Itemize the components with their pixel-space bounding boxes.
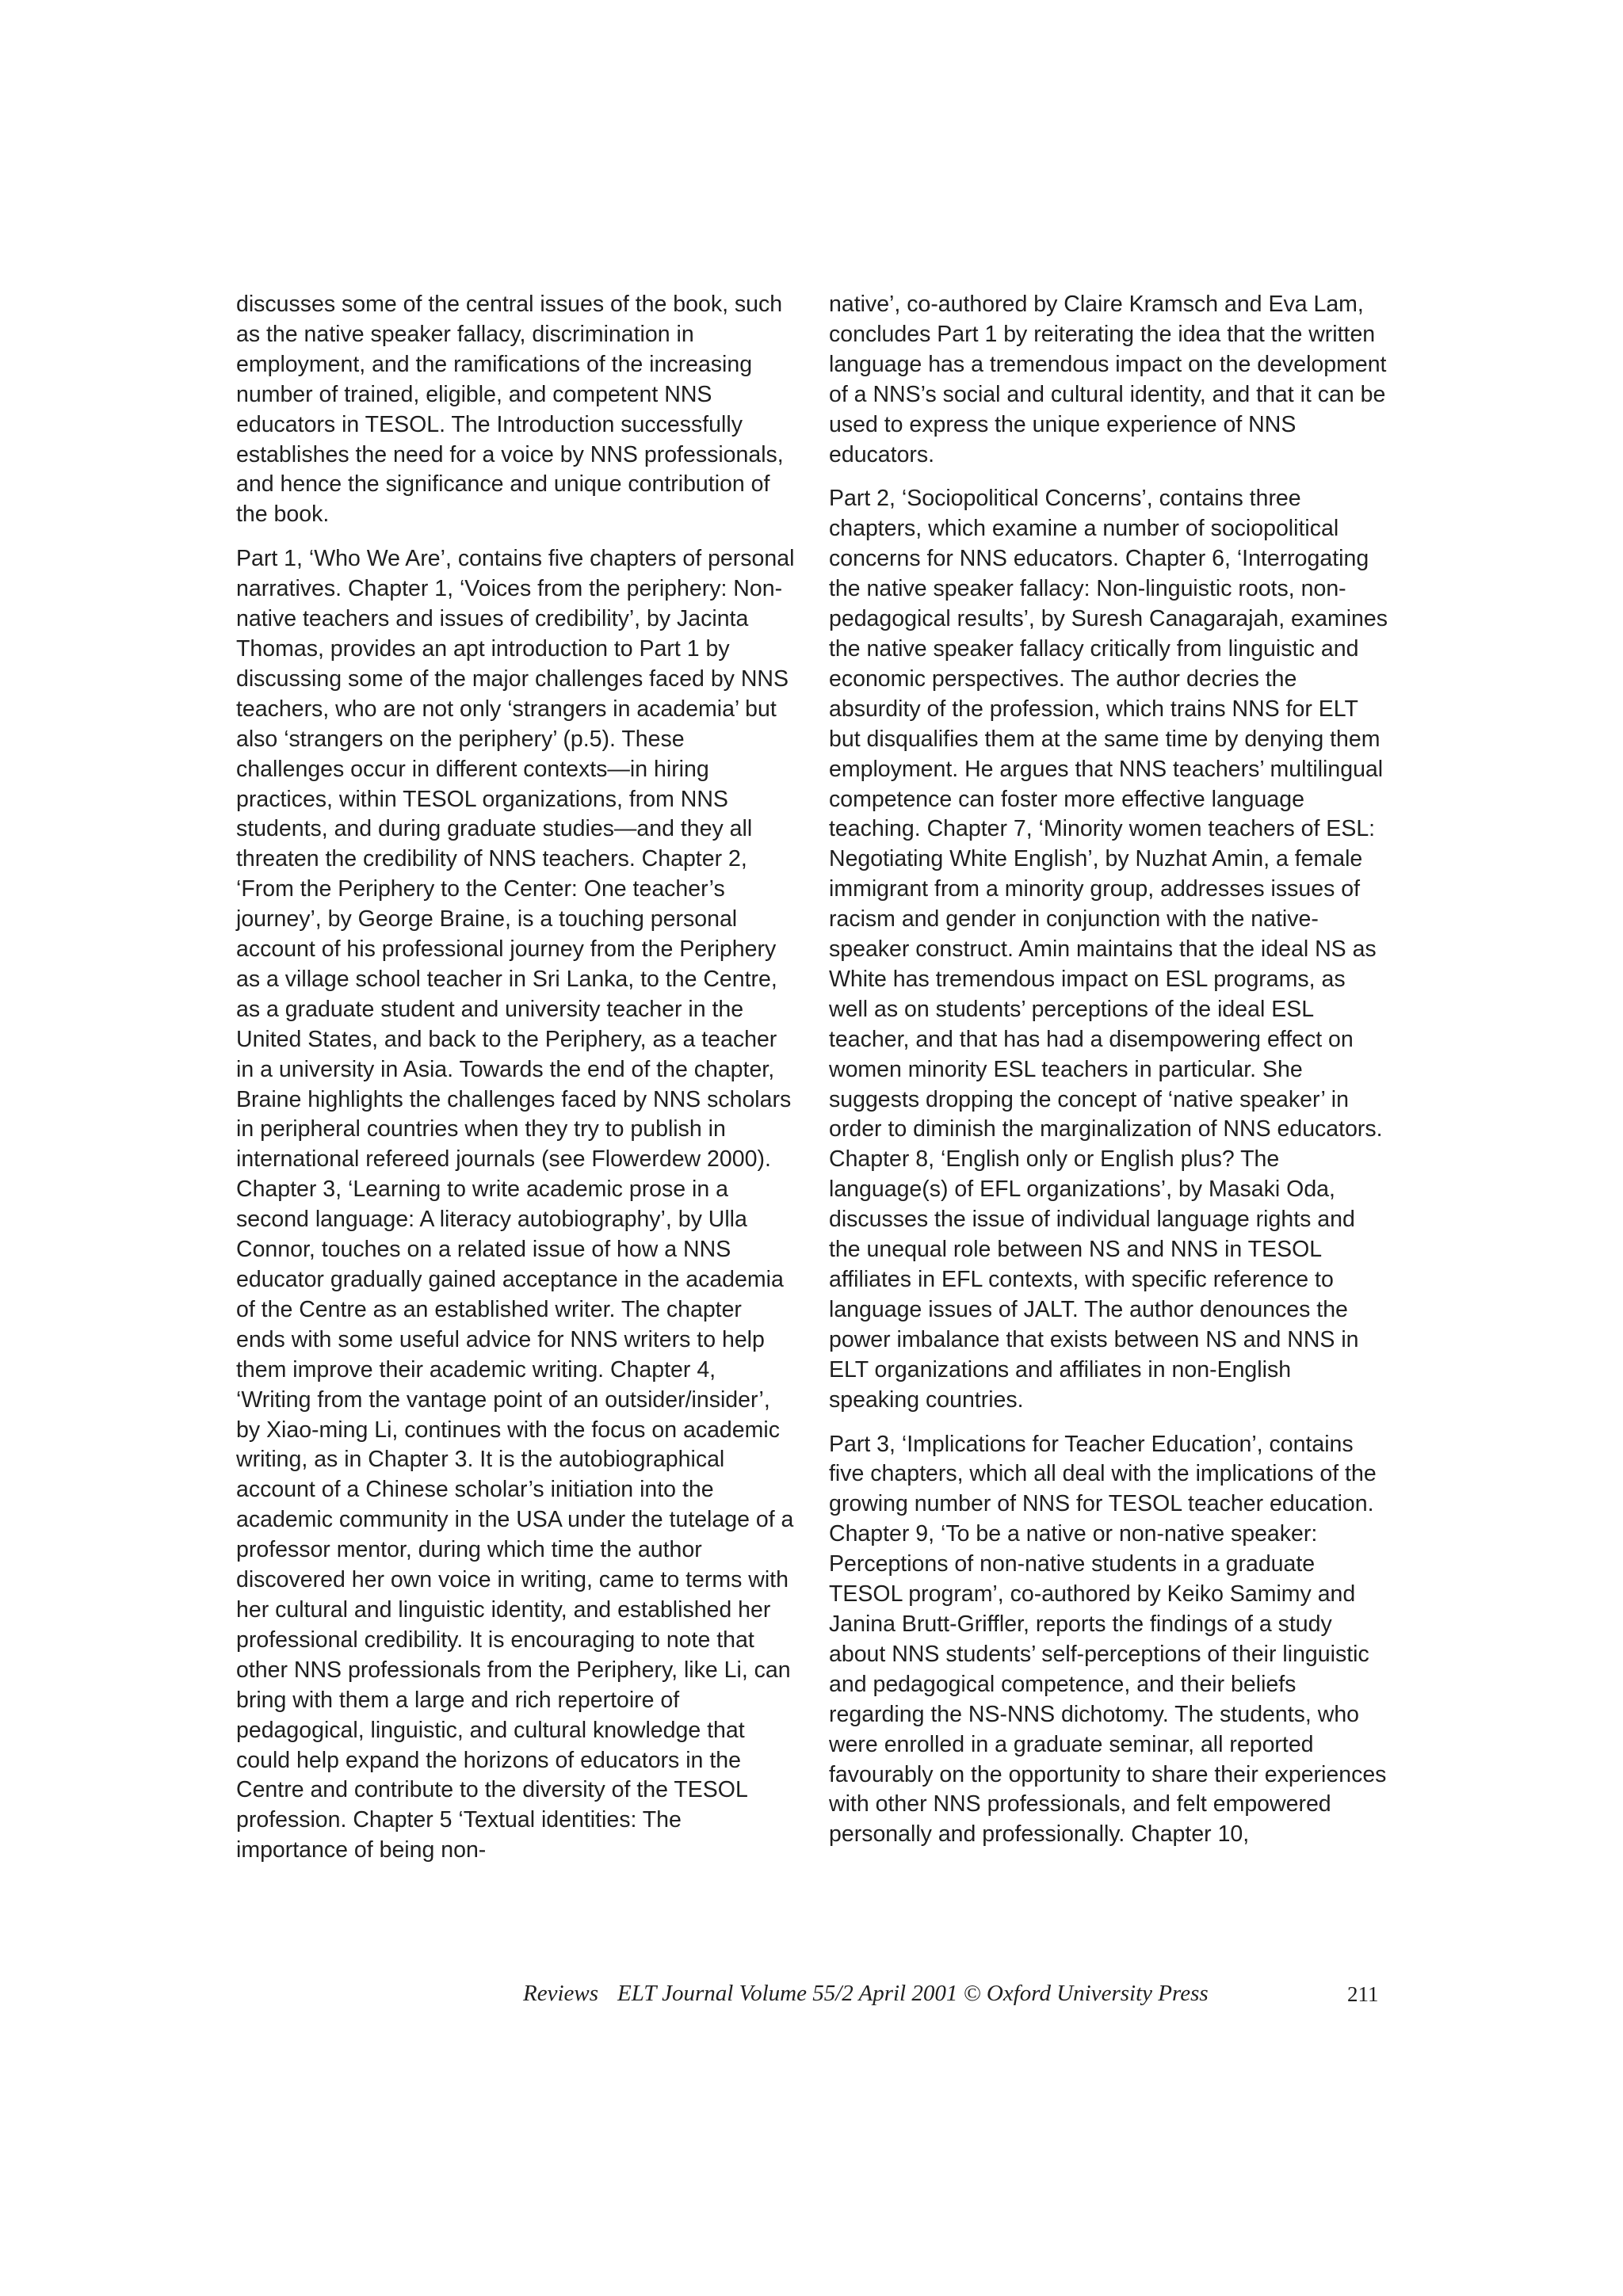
right-column bbox=[829, 290, 1388, 1864]
footer-journal: ELT Journal Volume 55/2 April 2001 © Oxford University Press bbox=[617, 1981, 1209, 2006]
page-number: 211 bbox=[1347, 1982, 1379, 2006]
paragraph: Part 1, ‘Who We Are’, contains five chapters of personal narratives. Chapter 1, ‘Voices from the periphery: Non-native teachers and issues of credibility’, by Jacinta Thomas, provides an apt introduction to Part 1 by discussing some of the major challenges faced by NNS teachers, who are not only ‘strangers in academia’ but also ‘strangers on the periphery’ (p.5). These challenges occur in different contexts—in hiring practices, within TESOL organizations, from NNS students, and during graduate studies—and they all threaten the credibility of NNS teachers. Chapter 2, ‘From the Periphery to the Center: One teacher’s journey’, by George Braine, is a touching personal account of his professional journey from the Periphery as a village school teacher in Sri Lanka, to the Centre, as a graduate student and university teacher in the United States, and back to the Periphery, as a teacher in a university in Asia. Towards the end of the chapter, Braine highlights the challenges faced by NNS scholars in peripheral countries when they try to publish in international refereed journals (see Flowerdew 2000). Chapter 3, ‘Learning to write academic prose in a second language: A literacy autobiography’, by Ulla Connor, touches on a related issue of how a NNS educator gradually gained acceptance in the academia of the Centre as an established writer. The chapter ends with some useful advice for NNS writers to help them improve their academic writing. Chapter 4, ‘Writing from the vantage point of an outsider/insider’, by Xiao-ming Li, continues with the focus on academic writing, as in Chapter 3. It is the autobiographical account of a Chinese scholar’s initiation into the academic community in the USA under the tutelage of a professor mentor, during which time the author discovered her own voice in writing, came to terms with her cultural and linguistic identity, and established her professional credibility. It is encouraging to note that other NNS professionals from the Periphery, like Li, can bring with them a large and rich repertoire of pedagogical, linguistic, and cultural knowledge that could help expand the horizons of educators in the Centre and contribute to the diversity of the TESOL profession. Chapter 5 ‘Textual identities: The importance of being non- bbox=[236, 546, 795, 1863]
paragraph: Part 3, ‘Implications for Teacher Education’, contains five chapters, which all deal with the implications of the growing number of NNS for TESOL teacher education. Chapter 9, ‘To be a native or non-native speaker: Perceptions of non-native students in a graduate TESOL program’, co-authored by Keiko Samimy and Janina Brutt-Griffler, reports the findings of a study about NNS students’ self-perceptions of their linguistic and pedagogical competence, and their beliefs regarding the NS-NNS dichotomy. The students, who were enrolled in a graduate seminar, all reported favourably on the opportunity to share their experiences with other NNS professionals, and felt empowered personally and professionally. Chapter 10, bbox=[829, 1431, 1387, 1848]
paragraph: Part 2, ‘Sociopolitical Concerns’, contains three chapters, which examine a number of sociopolitical concerns for NNS educators. Chapter 6, ‘Interrogating the native speaker fallacy: Non-linguistic roots, non-pedagogical results’, by Suresh Canagarajah, examines the native speaker fallacy critically from linguistic and economic perspectives. The author decries the absurdity of the profession, which trains NNS for ELT but disqualifies them at the same time by denying them employment. He argues that NNS teachers’ multilingual competence can foster more effective language teaching. Chapter 7, ‘Minority women teachers of ESL: Negotiating White English’, by Nuzhat Amin, a female immigrant from a minority group, addresses issues of racism and gender in conjunction with the native-speaker construct. Amin maintains that the ideal NS as White has tremendous impact on ESL programs, as well as on students’ perceptions of the ideal ESL teacher, and that has had a disempowering effect on women minority ESL teachers in particular. She suggests dropping the concept of ‘native speaker’ in order to diminish the marginalization of NNS educators. Chapter 8, ‘English only or English plus? The language(s) of EFL organizations’, by Masaki Oda, discusses the issue of individual language rights and the unequal role between NS and NNS in TESOL affiliates in EFL contexts, with specific reference to language issues of JALT. The author denounces the power imbalance that exists between NS and NNS in ELT organizations and affiliates in non-English speaking countries. bbox=[829, 486, 1388, 1413]
footer-section: Reviews bbox=[523, 1981, 599, 2006]
paragraph: discusses some of the central issues of the book, such as the native speaker fallacy, discrimination in employment, and the ramifications of the increasing number of trained, eligible, and competent NNS educators in TESOL. The Introduction successfully establishes the need for a voice by NNS professionals, and hence the significance and unique contribution of the book. bbox=[236, 292, 784, 528]
paragraph: native’, co-authored by Claire Kramsch and Eva Lam, concludes Part 1 by reiterating the idea that the written language has a tremendous impact on the development of a NNS’s social and cultural identity, and that it can be used to express the unique experience of NNS educators. bbox=[829, 292, 1387, 467]
running-footer bbox=[523, 1981, 1228, 2007]
left-column bbox=[236, 290, 795, 1880]
